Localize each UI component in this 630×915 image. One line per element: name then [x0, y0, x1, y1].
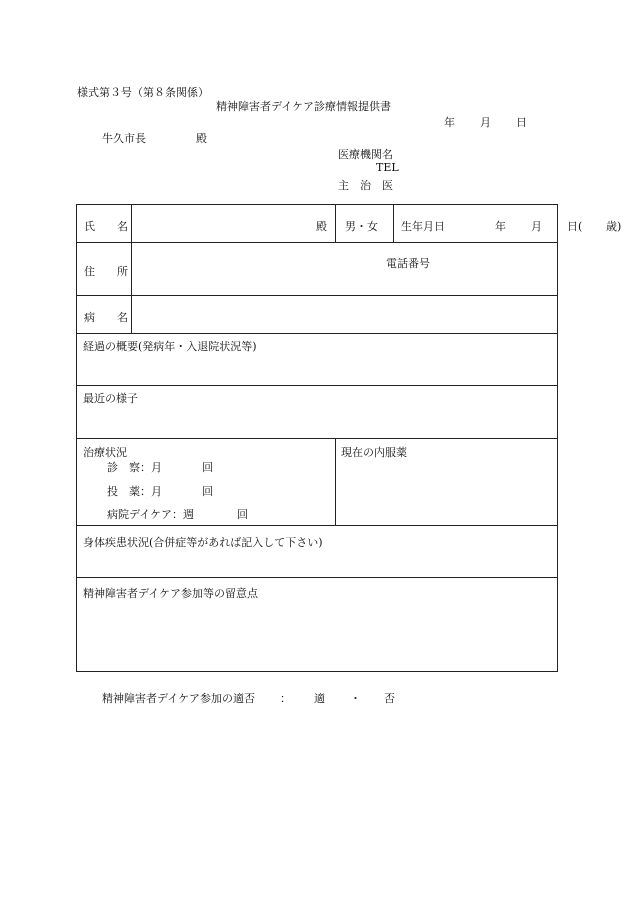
medication-unit: 回: [202, 485, 213, 498]
treatment-label: 治療状況: [83, 446, 127, 459]
date-year: 年: [444, 116, 455, 129]
disease-field[interactable]: [132, 296, 558, 334]
name-field[interactable]: [132, 205, 336, 243]
form-number: 様式第３号（第８条関係）: [77, 86, 209, 99]
name-label-cell: [77, 205, 132, 243]
disease-label-cell: [77, 296, 132, 334]
notes-field[interactable]: [77, 578, 558, 672]
option-separator: ・: [350, 692, 361, 705]
name-row: [77, 205, 558, 243]
birth-month: 月: [531, 220, 542, 233]
birthdate-field[interactable]: [394, 205, 622, 243]
exam-unit: 回: [202, 461, 213, 474]
current-meds-label: 現在の内服薬: [341, 446, 407, 459]
sex-options: 男・女: [345, 220, 378, 233]
history-field[interactable]: [77, 334, 558, 386]
sex-field[interactable]: [336, 205, 394, 243]
disease-label: 病 名: [84, 311, 128, 324]
phone-label: 電話番号: [386, 257, 430, 270]
addressee: 牛久市長: [102, 132, 146, 145]
addressee-honorific: 殿: [196, 132, 207, 145]
physical-row: [77, 526, 558, 578]
recent-label: 最近の様子: [83, 392, 138, 405]
treatment-field[interactable]: [77, 439, 336, 526]
address-label: 住 所: [84, 265, 128, 278]
recent-row: [77, 386, 558, 439]
disease-row: [77, 296, 558, 334]
suitability-colon: ：: [280, 692, 291, 705]
birth-day: 日(: [567, 220, 583, 233]
name-label: 氏 名: [84, 220, 128, 233]
medication-label: 投 薬：月: [107, 485, 162, 498]
exam-label: 診 察：月: [107, 461, 162, 474]
age-unit: 歳): [606, 220, 622, 233]
treatment-row: [77, 439, 558, 526]
recent-field[interactable]: [77, 386, 558, 439]
name-honorific: 殿: [316, 220, 327, 233]
address-field[interactable]: [132, 243, 558, 296]
current-meds-field[interactable]: [336, 439, 558, 526]
date-day: 日: [516, 116, 527, 129]
notes-label: 精神障害者デイケア参加等の留意点: [83, 587, 259, 600]
address-row: [77, 243, 558, 296]
history-label: 経過の概要(発病年・入退院状況等): [83, 340, 257, 353]
daycare-unit: 回: [237, 508, 248, 521]
history-row: [77, 334, 558, 386]
physical-field[interactable]: [77, 526, 558, 578]
date-month: 月: [480, 116, 491, 129]
unsuitable-option[interactable]: 否: [384, 692, 395, 705]
institution-label: 医療機関名: [338, 148, 393, 161]
tel-label: TEL: [376, 161, 399, 174]
suitability-label: 精神障害者デイケア参加の適否: [102, 692, 256, 705]
birth-year: 年: [495, 220, 506, 233]
info-form-table: [76, 204, 622, 672]
doctor-label: 主 治 医: [338, 179, 393, 192]
suitable-option[interactable]: 適: [314, 692, 325, 705]
physical-label: 身体疾患状況(合併症等があれば記入して下さい): [83, 536, 323, 549]
address-label-cell: [77, 243, 132, 296]
daycare-label: 病院デイケア：週: [107, 508, 195, 521]
notes-row: [77, 578, 558, 672]
document-title: 精神障害者デイケア診療情報提供書: [216, 100, 392, 113]
birth-label: 生年月日: [401, 220, 445, 233]
